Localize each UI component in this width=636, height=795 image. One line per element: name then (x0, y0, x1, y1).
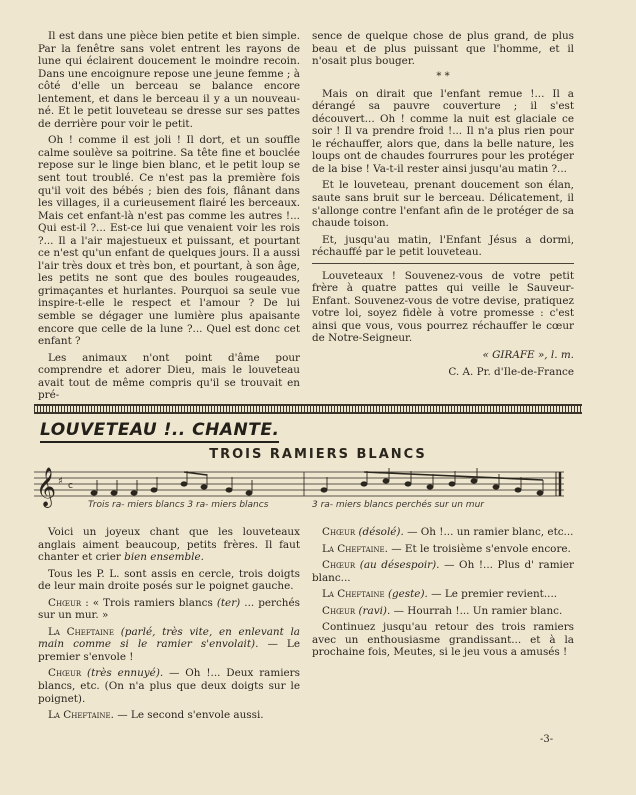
dialogue-text: — Oh !... Deux ramiers blancs, etc. (On n'a plus que deux doigts sur le poignet). (38, 667, 300, 705)
speaker-label: La Cheftaine (322, 588, 385, 601)
song-instructions-left (38, 526, 300, 726)
dialogue-line (312, 526, 574, 539)
stage-direction: (parlé, très vite, en enlevant la main comme si le ramier s'envolait). (38, 625, 300, 651)
svg-text:♯: ♯ (58, 476, 63, 487)
dialogue-text: ... perchés sur un mur. » (38, 596, 300, 622)
story-column-left (38, 30, 300, 406)
dialogue-line (312, 605, 574, 618)
stage-direction: (au désespoir). (359, 559, 440, 572)
divider (312, 263, 574, 264)
stage-direction: (désolé). (358, 526, 404, 538)
dialogue-line (312, 559, 574, 584)
stage-direction: (très ennuyé). (87, 667, 164, 680)
dialogue-text: — Hourrah !... Un ramier blanc. (393, 604, 563, 617)
story-paragraph: Oh ! comme il est joli ! Il dort, et un souffle calme soulève sa poitrine. Sa tête fine et bouclée repose sur le linge bien blanc, et le petit loup se sent tout troublé. Ce n'est pas la première fois qu'il voit des bébés ; bien des fois, flânant dans les villages, il a curieusement flairé les berceaux. Mais cet enfant-là n'est pas comme les autres !... Qui est-il ?... Est-ce lui que venaient voir les rois ?... Il a l'air majestueux et puissant, et pourtant ce n'est qu'un enfant de quelques jours. Il a aussi l'air très doux et très bon, et pourtant, à son âge, les petits ne sont que des boules rougeaudes, grimaçantes et hurlantes. Pourquoi sa seule vue inspire-t-elle le respect et l'amour ? De lui semble se dégager une lumière plus apaisante encore que celle de la lune ?... Quel est donc cet enfant ? (38, 134, 300, 348)
story-paragraph: Mais on dirait que l'enfant remue !... Il a dérangé sa pauvre couverture ; il s'est découvert... Oh ! comme la nuit est glaciale ce soir ! Il va prendre froid !... Il n'a plus rien pour le réchauffer, alors que, dans la belle nature, les loups ont de chaudes fourrures pour les protéger de la bise ! Va-t-il rester ainsi jusqu'au matin ?... (312, 87, 574, 175)
dialogue-text: : « Trois ramiers blancs (85, 596, 213, 609)
dialogue-line (312, 543, 574, 556)
speaker-label: La Cheftaine (48, 625, 115, 638)
dialogue-text: — Oh !... Plus d' ramier blanc... (312, 559, 574, 584)
section-separator: * * (436, 70, 450, 82)
page-number: -3- (540, 734, 554, 745)
instruction-text: Voici un joyeux chant que les louveteaux anglais aiment beaucoup, petits frères. Il faut chanter et crier (38, 526, 300, 564)
dialogue-text: — Le premier revient.... (431, 588, 558, 601)
decorative-band (34, 404, 582, 414)
speaker-label: La Cheftaine (48, 709, 111, 722)
dialogue-line (312, 588, 574, 601)
speaker-label: Chœur (48, 667, 82, 680)
instruction-emphasis: bien ensemble. (124, 551, 204, 564)
stage-direction: (ravi). (358, 604, 391, 617)
story-paragraph: Les animaux n'ont point d'âme pour comprendre et adorer Dieu, mais le louveteau avait tout de même compris qu'il se trouvait en pré- (38, 351, 300, 402)
svg-text:c: c (68, 481, 73, 491)
song-title: TROIS RAMIERS BLANCS (209, 447, 427, 462)
story-paragraph: sence de quelque chose de plus grand, de plus beau et de plus puissant que l'homme, et il n'osait plus bouger. (312, 30, 574, 68)
instruction-paragraph: Tous les P. L. sont assis en cercle, trois doigts de leur main droite posés sur le poignet gauche. (38, 567, 300, 593)
dialogue-text: — Le premier s'envole ! (38, 638, 300, 663)
dialogue-line (38, 667, 300, 705)
section-title: LOUVETEAU !.. CHANTE. (40, 420, 279, 443)
closing-paragraph: Continuez jusqu'au retour des trois ramiers avec un enthousiasme grandissant... et à la prochaine fois, Meutes, si le jeu vous a amusés ! (312, 621, 574, 659)
dialogue-line (38, 597, 300, 622)
song-lyrics: 3 ra- miers blancs perchés sur un mur (312, 500, 484, 510)
story-column-right (312, 30, 574, 382)
song-instructions-right (312, 526, 574, 663)
song-lyrics: Trois ra- miers blancs 3 ra- miers blancs (88, 500, 269, 510)
stage-direction: (geste). (387, 588, 428, 601)
dialogue-text: . — Et le troisième s'envole encore. (384, 542, 571, 555)
stage-direction: (ter) (216, 596, 241, 609)
author-affiliation: C. A. Pr. d'Ile-de-France (448, 365, 574, 378)
speaker-label: Chœur (322, 559, 356, 572)
music-staff (34, 460, 564, 522)
dialogue-line (38, 626, 300, 664)
exhortation-paragraph: Louveteaux ! Souvenez-vous de votre petit frère à quatre pattes qui veille le Sauveur-Enfant. Souvenez-vous de votre devise, pratiquez votre loi, soyez fidèle à votre promesse : c'est ainsi que vous, vous pourrez réchauffer le cœur de Notre-Seigneur. (312, 269, 574, 345)
instruction-paragraph (38, 526, 300, 564)
dialogue-text: . — Le second s'envole aussi. (110, 709, 264, 722)
speaker-label: Chœur (48, 596, 82, 609)
author-signature: « GIRAFE », l. m. (482, 349, 574, 362)
speaker-label: La Cheftaine (322, 542, 385, 555)
svg-text:𝄞: 𝄞 (36, 467, 57, 507)
story-paragraph: Il est dans une pièce bien petite et bien simple. Par la fenêtre sans volet entrent les rayons de lune qui éclairent doucement le moindre recoin. Dans une encoignure repose une jeune femme ; à côté d'elle un berceau se balance encore lentement, et dans le berceau il y a un nouveau-né. Et le petit louveteau se dresse sur ses pattes de derrière pour voir le petit. (38, 30, 300, 130)
story-paragraph: Et, jusqu'au matin, l'Enfant Jésus a dormi, réchauffé par le petit louveteau. (312, 233, 574, 259)
speaker-label: Chœur (322, 526, 356, 538)
speaker-label: Chœur (322, 604, 356, 617)
story-paragraph: Et le louveteau, prenant doucement son élan, saute sans bruit sur le berceau. Délicatement, il s'allonge contre l'enfant afin de le protéger de sa chaude toison. (312, 179, 574, 230)
dialogue-line (38, 709, 300, 722)
dialogue-text: — Oh !... un ramier blanc, etc... (407, 526, 574, 538)
